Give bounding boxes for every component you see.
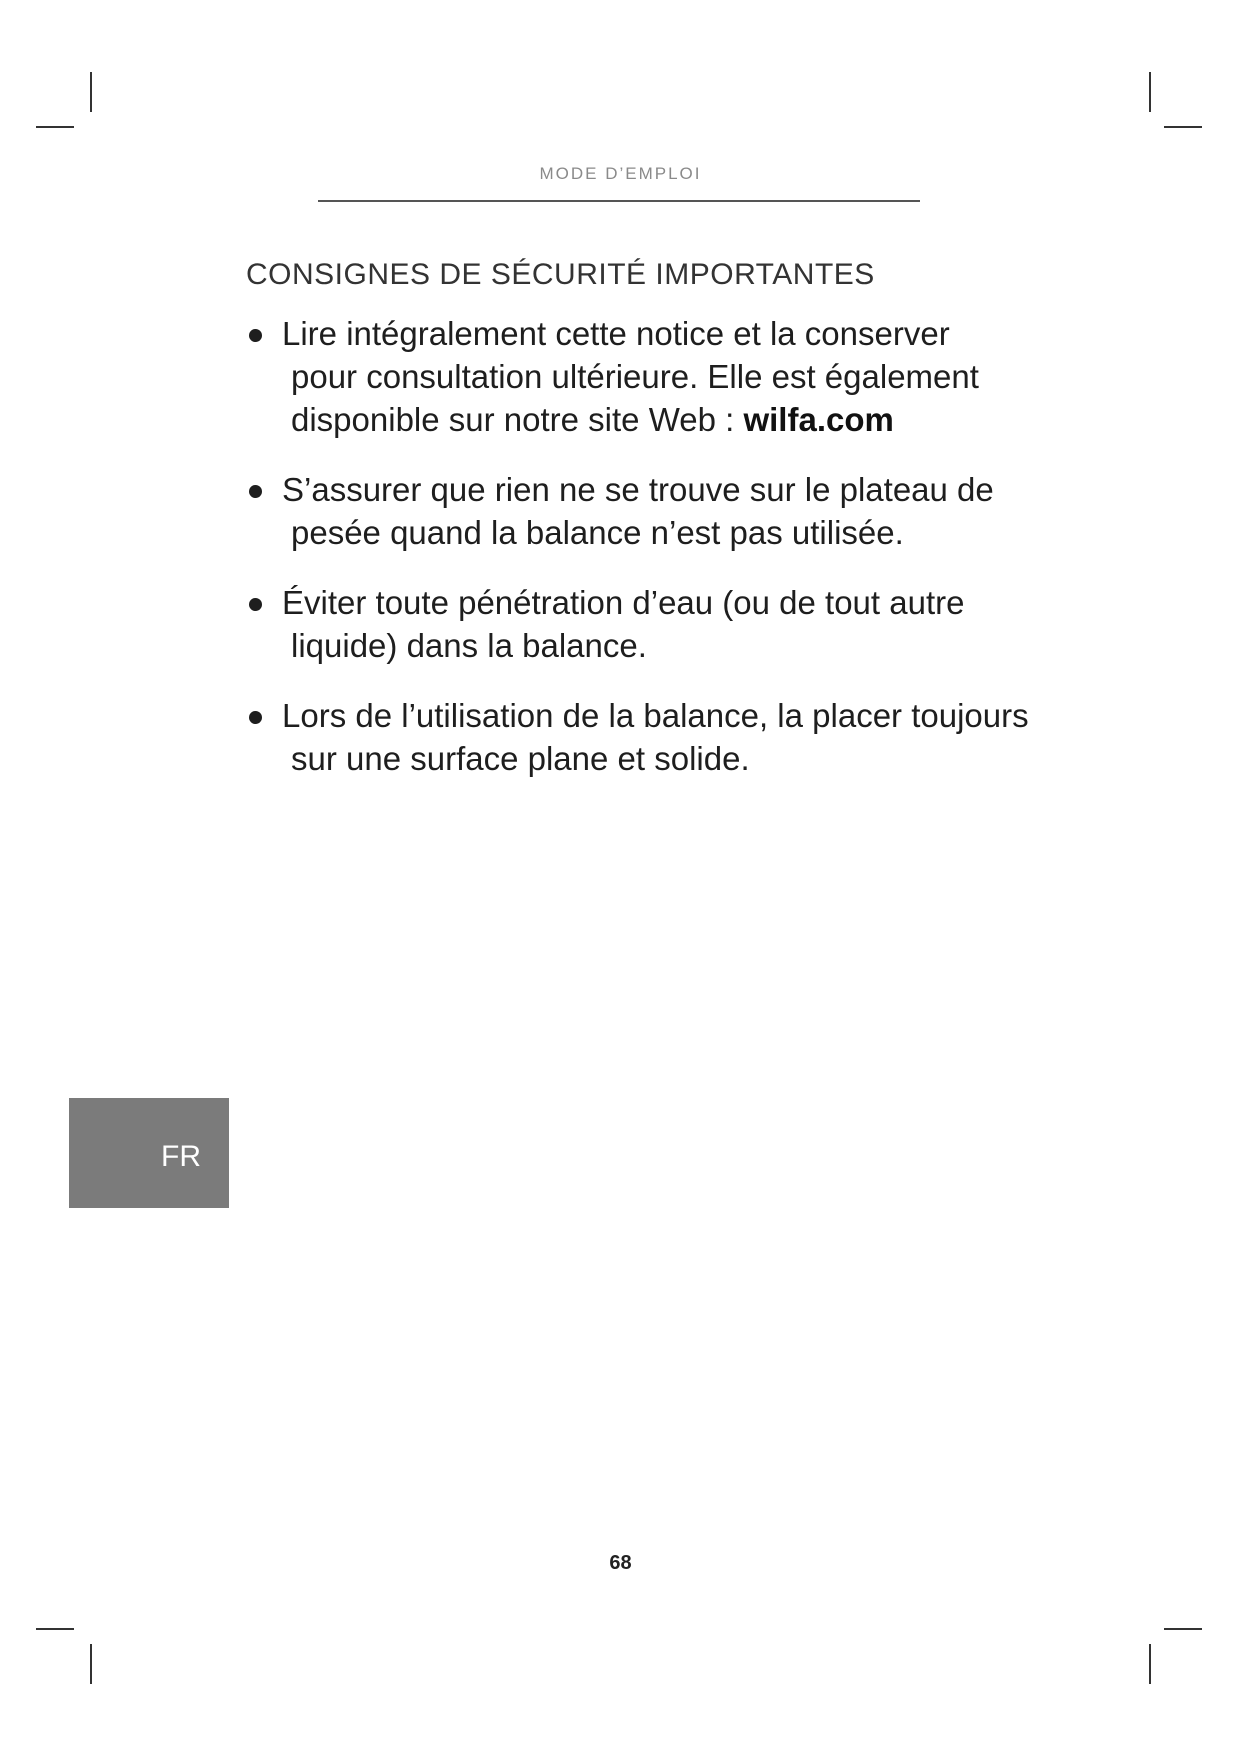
running-header: MODE D’EMPLOI	[539, 164, 702, 183]
crop-mark-top-left-vertical	[90, 72, 92, 112]
list-item	[246, 312, 1058, 441]
bullet-icon	[249, 485, 262, 498]
crop-mark-top-right-vertical	[1149, 72, 1151, 112]
list-item	[246, 581, 1058, 667]
bullet-icon	[249, 329, 262, 342]
list-item-line: liquide) dans la balance.	[291, 627, 647, 664]
safety-instructions-list	[246, 312, 1058, 807]
list-item-text: disponible sur notre site Web :	[291, 401, 744, 438]
bullet-icon	[249, 711, 262, 724]
list-item-line: sur une surface plane et solide.	[291, 740, 750, 777]
list-item	[246, 694, 1058, 780]
list-item-line: pesée quand la balance n’est pas utilisée.	[291, 514, 904, 551]
language-tab	[69, 1098, 229, 1208]
website-link[interactable]: wilfa.com	[743, 401, 894, 438]
page-number: 68	[609, 1552, 632, 1574]
list-item-line: S’assurer que rien ne se trouve sur le plateau de	[282, 471, 994, 508]
bullet-icon	[249, 598, 262, 611]
language-tab-label: FR	[161, 1140, 201, 1173]
crop-mark-bottom-left-horizontal	[36, 1628, 74, 1630]
crop-mark-bottom-right-horizontal	[1164, 1628, 1202, 1630]
crop-mark-bottom-left-vertical	[90, 1644, 92, 1684]
crop-mark-bottom-right-vertical	[1149, 1644, 1151, 1684]
crop-mark-top-right-horizontal	[1164, 126, 1202, 128]
list-item-line-with-link	[282, 398, 1058, 441]
list-item-line: Lire intégralement cette notice et la conserver	[282, 315, 950, 352]
section-title: CONSIGNES DE SÉCURITÉ IMPORTANTES	[246, 258, 875, 291]
crop-mark-top-left-horizontal	[36, 126, 74, 128]
header-divider	[318, 200, 920, 202]
list-item-line: Éviter toute pénétration d’eau (ou de tout autre	[282, 584, 965, 621]
list-item-line: pour consultation ultérieure. Elle est également	[291, 358, 979, 395]
list-item-line: Lors de l’utilisation de la balance, la placer toujours	[282, 697, 1029, 734]
list-item	[246, 468, 1058, 554]
